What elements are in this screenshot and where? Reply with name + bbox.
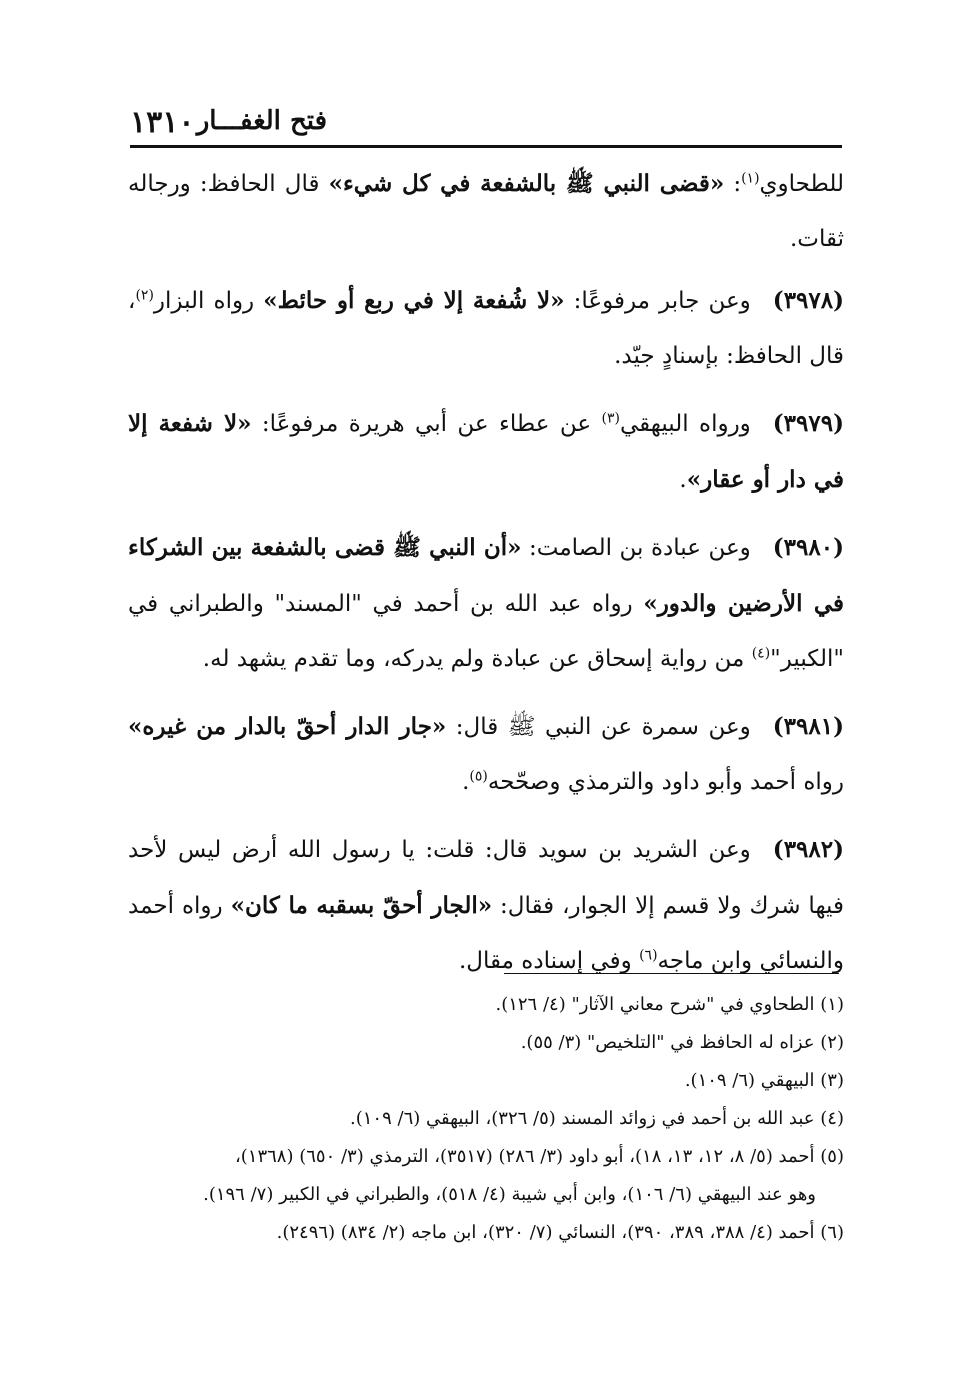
footnote-ref: (٣)	[601, 410, 620, 427]
paragraph-post: .	[679, 467, 687, 493]
footnote-ref: (٥)	[469, 768, 488, 785]
footnote-3: (٣) البيهقي (٦/ ١٠٩).	[684, 1070, 844, 1091]
paragraph-lead: وعن جابر مرفوعًا:	[564, 288, 751, 314]
paragraph-post: رواه البزار	[153, 288, 264, 314]
paragraph-lead: ورواه البيهقي	[619, 411, 751, 437]
paragraph-lead: وعن عبادة بن الصامت:	[521, 535, 751, 561]
paragraph-post: قال الحافظ: ورجاله ثقات.	[128, 171, 844, 252]
paragraph-tail: من رواية إسحاق عن عبادة ولم يدركه، وما تقدم يشهد له.	[202, 646, 752, 672]
hadith-number: (٣٩٨٠)	[772, 534, 844, 561]
running-title: فتح الغفـــار	[196, 106, 327, 136]
hadith-number: (٣٩٧٨)	[772, 287, 844, 314]
hadith-3978	[128, 273, 844, 384]
main-text	[128, 156, 844, 1001]
paragraph-lead: وعن الشريد بن سويد قال: قلت: يا رسول الله أرض ليس لأحد فيها شرك ولا قسم إلا الجوار، فقال:	[128, 837, 844, 919]
hadith-number: (٣٩٨١)	[772, 713, 844, 740]
footnote-6: (٦) أحمد (٤/ ٣٨٨، ٣٨٩، ٣٩٠)، النسائي (٧/ ٣٢٠)، ابن ماجه (٢/ ٨٣٤) (٢٤٩٦).	[276, 1222, 844, 1243]
hadith-quote: «الجار أحقّ بسقبه ما كان»	[230, 892, 493, 919]
paragraph-post: رواه أحمد والنسائي وابن ماجه	[128, 893, 844, 974]
footnote-separator	[504, 973, 839, 974]
hadith-number: (٣٩٧٩)	[772, 410, 844, 437]
footnote-5-continued: وهو عند البيهقي (٦/ ١٠٦)، وابن أبي شيبة (٤/ ٥١٨)، والطبراني في الكبير (٧/ ١٩٦).	[203, 1184, 816, 1205]
header-rule	[130, 145, 842, 148]
hadith-3980	[128, 520, 844, 687]
footnote-5: (٥) أحمد (٥/ ٨، ١٢، ١٣، ١٨)، أبو داود (٣/ ٢٨٦) (٣٥١٧)، الترمذي (٣/ ٦٥٠) (١٣٦٨)،	[234, 1146, 844, 1167]
hadith-3982	[128, 822, 844, 989]
hadith-quote: «أن النبي ﷺ قضى بالشفعة بين الشركاء في الأرضين والدور»	[128, 534, 844, 617]
paragraph-tail: ، قال الحافظ: بإسنادٍ جيّد.	[128, 288, 844, 369]
footnote-ref: (٢)	[135, 287, 154, 304]
paragraph-tail: .	[462, 769, 470, 795]
paragraph-lead: للطحاوي	[759, 171, 844, 197]
hadith-quote: «لا شُفعة إلا في ربع أو حائط»	[263, 287, 565, 314]
hadith-quote: «جار الدار أحقّ بالدار من غيره»	[128, 713, 447, 740]
hadith-3979	[128, 396, 844, 508]
hadith-number: (٣٩٨٢)	[772, 836, 844, 863]
footnote-ref: (١)	[741, 170, 760, 187]
page-header	[130, 96, 842, 146]
footnote-4: (٤) عبد الله بن أحمد في زوائد المسند (٥/ ٣٢٦)، البيهقي (٦/ ١٠٩).	[350, 1108, 844, 1129]
footnote-ref: (٦)	[639, 947, 658, 964]
footnote-2: (٢) عزاه له الحافظ في "التلخيص" (٣/ ٥٥).	[520, 1032, 844, 1053]
footnote-ref: (٤)	[751, 645, 771, 662]
hadith-quote: «قضى النبي ﷺ بالشفعة في كل شيء»	[328, 170, 725, 197]
paragraph-post: رواه عبد الله بن أحمد في "المسند" والطبراني في "الكبير"	[128, 591, 844, 672]
paragraph-post: رواه أحمد وأبو داود والترمذي وصحّحه	[487, 769, 844, 795]
paragraph-pre: عن عطاء عن أبي هريرة مرفوعًا:	[251, 411, 602, 437]
hadith-3981	[128, 699, 844, 810]
page-number: ١٣١٠	[130, 105, 195, 140]
paragraph-lead: وعن سمرة عن النبي ﷺ قال:	[446, 714, 751, 740]
paragraph-pre: :	[724, 171, 742, 197]
paragraph-tail: وفي إسناده مقال.	[458, 948, 640, 974]
footnote-1: (١) الطحاوي في "شرح معاني الآثار" (٤/ ١٢٦).	[495, 994, 844, 1015]
hadith-quote: «لا شفعة إلا في دار أو عقار»	[128, 410, 844, 493]
paragraph-continued	[128, 156, 844, 267]
footnotes	[128, 986, 844, 1252]
